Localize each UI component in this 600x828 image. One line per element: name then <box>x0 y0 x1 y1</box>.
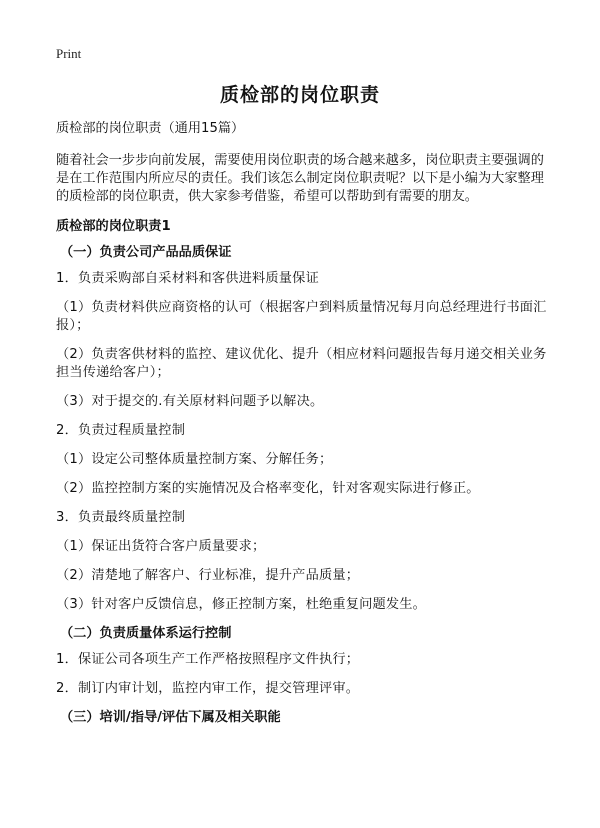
list-item: 2．制订内审计划，监控内审工作，提交管理评审。 <box>56 681 360 696</box>
list-item: （3）针对客户反馈信息，修正控制方案，杜绝重复问题发生。 <box>56 597 427 612</box>
print-label: Print <box>56 46 82 61</box>
document-subtitle: 质检部的岗位职责（通用15篇） <box>56 121 245 136</box>
list-item: （2）负责客供材料的监控、建议优化、提升（相应材料问题报告每月递交相关业务担当传递给客户）； <box>56 347 547 380</box>
subsection-heading: （二）负责质量体系运行控制 <box>60 626 232 641</box>
page-title: 质检部的岗位职责 <box>219 84 380 106</box>
list-item: 1．负责采购部自采材料和客供进料质量保证 <box>56 271 319 286</box>
list-item: 3．负责最终质量控制 <box>56 510 186 525</box>
document-body <box>56 120 556 735</box>
section-heading: 质检部的岗位职责1 <box>56 219 171 234</box>
list-item: 1．保证公司各项生产工作严格按照程序文件执行； <box>56 652 360 667</box>
list-item: （3）对于提交的.有关原材料问题予以解决。 <box>56 394 324 409</box>
subsection-heading: （一）负责公司产品品质保证 <box>60 245 232 260</box>
list-item: （1）设定公司整体质量控制方案、分解任务； <box>56 452 333 467</box>
list-item: 2．负责过程质量控制 <box>56 423 186 438</box>
list-item: （1）负责材料供应商资格的认可（根据客户到料质量情况每月向总经理进行书面汇报）； <box>56 300 547 333</box>
list-item: （1）保证出货符合客户质量要求； <box>56 539 266 554</box>
subsection-heading: （三）培训/指导/评估下属及相关职能 <box>60 710 281 725</box>
list-item: （2）监控控制方案的实施情况及合格率变化，针对客观实际进行修正。 <box>56 481 480 496</box>
list-item: （2）清楚地了解客户、行业标准，提升产品质量； <box>56 568 360 583</box>
intro-paragraph: 随着社会一步步向前发展，需要使用岗位职责的场合越来越多，岗位职责主要强调的是在工作范围内所应尽的责任。我们该怎么制定岗位职责呢？以下是小编为大家整理的质检部的岗位职责，供大家参考借鉴，希望可以帮助到有需要的朋友。 <box>56 153 544 204</box>
